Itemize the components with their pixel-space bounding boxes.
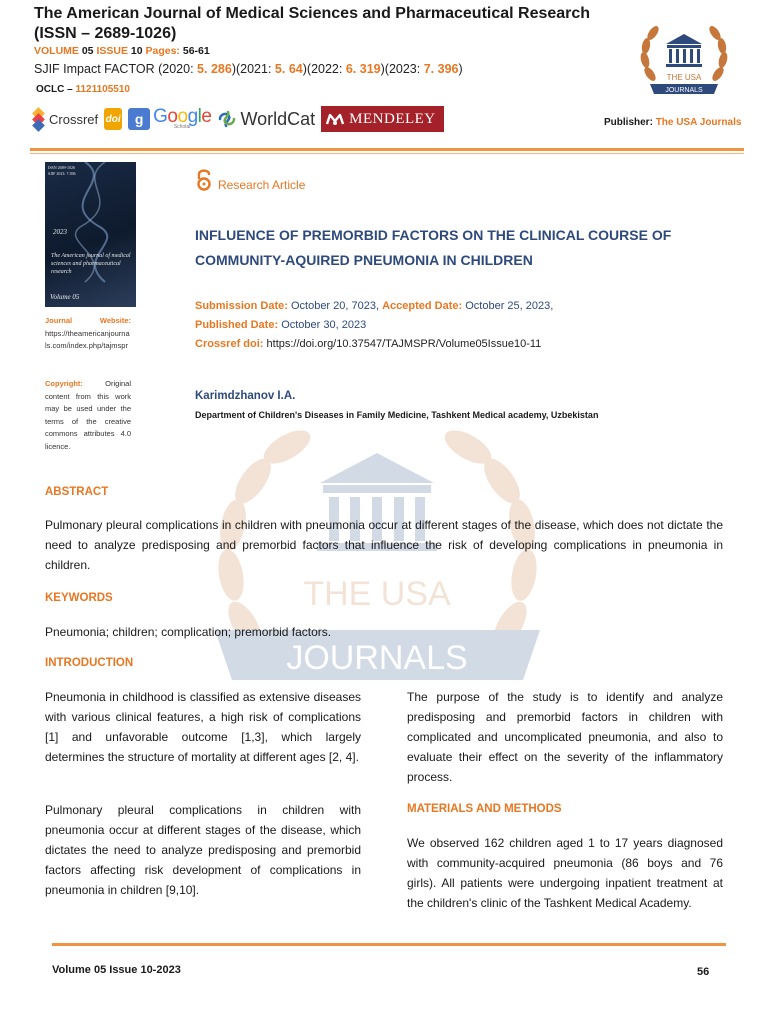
crossref-icon	[32, 109, 46, 129]
worldcat-logo[interactable]	[217, 106, 315, 132]
methods-heading: MATERIALS AND METHODS	[407, 803, 562, 815]
header-divider-thin	[30, 153, 744, 154]
intro-paragraph-2: Pulmonary pleural complications in children with pneumonia occur at different stages of the disease, which dictates the need to analyze predisposing and premorbid factors affecting risk development of complications in pneumonia in children [9,10].	[45, 803, 361, 897]
methods-paragraph: We observed 162 children aged 1 to 17 years diagnosed with community-acquired pneumonia (86 boys and 76 girls). All patients were undergoing inpatient treatment at the children's clinic of the Tashkent Medical Academy.	[407, 836, 723, 910]
website-label: Journal Website:	[45, 316, 131, 325]
intro-paragraph-1: Pneumonia in childhood is classified as extensive diseases with various clinical features, a high risk of complications [1] and unfavorable outcome [1,3], which largely determines the structure of mortality at different ages [2, 4].	[45, 690, 361, 764]
mendeley-icon	[325, 111, 345, 127]
keywords-text: Pneumonia; children; complication; premorbid factors.	[45, 625, 332, 639]
cover-year: 2023	[53, 228, 67, 236]
introduction-heading: INTRODUCTION	[45, 657, 134, 669]
dates-line-2	[195, 318, 366, 332]
abstract-heading: ABSTRACT	[45, 486, 109, 498]
accepted-date: October 25, 2023,	[465, 300, 554, 312]
sjif-2020: (2020: 5. 286)	[158, 62, 236, 76]
sjif-impact-factor	[34, 62, 463, 76]
mendeley-label: MENDELEY	[349, 110, 436, 127]
pages-label: Pages:	[145, 45, 180, 57]
crossref-label: Crossref	[49, 111, 99, 127]
oclc-label: OCLC –	[36, 84, 73, 95]
submission-date: October 20, 7023,	[290, 300, 380, 312]
oclc-number: 1121105510	[75, 84, 130, 95]
logo-the-usa: THE USA	[666, 73, 702, 82]
journal-title: The American Journal of Medical Sciences and Pharmaceutical Research (ISSN – 2689-1026)	[34, 5, 591, 42]
svg-text:THE USA: THE USA	[303, 575, 451, 613]
mendeley-logo[interactable]	[321, 106, 444, 132]
copyright-label: Copyright:	[45, 379, 83, 388]
doi-logo[interactable]: doi	[104, 108, 122, 130]
issue-label: ISSUE	[96, 45, 128, 57]
crossref-logo[interactable]	[32, 106, 98, 132]
open-access-icon	[196, 168, 212, 192]
doi-link[interactable]: https://doi.org/10.37547/TAJMSPR/Volume05Issue10-11	[266, 338, 542, 350]
copyright-text: Original content from this work may be used under the terms of the creative commons attributes 4.0 licence.	[45, 379, 131, 451]
volume-number: 05	[81, 45, 94, 57]
sjif-2023: (2023: 7. 396)	[384, 62, 463, 76]
svg-text:JOURNALS: JOURNALS	[286, 639, 468, 677]
google-g-icon: g	[128, 108, 150, 130]
publisher-line	[604, 117, 741, 128]
cover-volume: Volume 05	[50, 293, 80, 301]
article-title: INFLUENCE OF PREMORBID FACTORS ON THE CLINICAL COURSE OF COMMUNITY-AQUIRED PNEUMONIA IN CHILDREN	[195, 227, 672, 268]
google-scholar-logo[interactable]	[128, 106, 211, 132]
worldcat-label: WorldCat	[240, 108, 316, 129]
author-name: Karimdzhanov I.A.	[195, 390, 296, 402]
worldcat-icon	[217, 109, 237, 129]
logo-journals: JOURNALS	[665, 87, 703, 94]
google-label: Google	[153, 105, 212, 127]
journal-website	[45, 315, 131, 353]
indexing-logos	[32, 104, 444, 134]
sjif-2022: (2022: 6. 319)	[306, 62, 385, 76]
submission-label: Submission Date:	[195, 300, 288, 312]
cover-title: The American journal of medical sciences and pharmaceutical research	[51, 253, 131, 275]
doi-line	[195, 337, 541, 351]
issue-number: 10	[130, 45, 143, 57]
publisher-label: Publisher:	[604, 117, 653, 128]
pages-range: 56-61	[182, 45, 210, 57]
sjif-label: SJIF Impact FACTOR	[34, 62, 155, 76]
doi-label: Crossref doi:	[195, 338, 264, 350]
published-date: October 30, 2023	[281, 319, 367, 331]
published-label: Published Date:	[195, 319, 279, 331]
website-url[interactable]: https://theamericanjournals.com/index.php/tajmspr	[45, 328, 130, 350]
oclc-line	[36, 84, 130, 95]
page-number: 56	[697, 966, 710, 978]
scholar-label: Scholar	[173, 123, 191, 130]
footer-volume: Volume 05 Issue 10-2023	[52, 964, 181, 976]
accepted-label: Accepted Date:	[382, 300, 463, 312]
purpose-paragraph: The purpose of the study is to identify and analyze predisposing and premorbid factors in children with complicated and uncomplicated pneumonia, and also to evaluate their effect on the severity of the inflammatory process.	[407, 690, 723, 784]
copyright-note	[45, 378, 131, 453]
footer-divider	[52, 943, 726, 946]
abstract-text: Pulmonary pleural complications in children with pneumonia occur at different stages of the disease, which does not dictate the need to analyze predisposing and premorbid factors that influence the risk of developing complications in pneumonia in children.	[45, 518, 723, 572]
dates-line-1	[195, 299, 553, 313]
sjif-2021: (2021: 5. 64)	[235, 62, 307, 76]
volume-label: VOLUME	[34, 45, 79, 57]
article-type: Research Article	[218, 178, 306, 192]
usa-journals-logo	[636, 14, 732, 104]
cover-issn: ISSN 2689-1026	[48, 165, 76, 170]
header-divider	[30, 148, 744, 151]
volume-issue-pages	[34, 45, 210, 57]
cover-sjif: SJIF 2023: 7.396	[48, 171, 76, 176]
keywords-heading: KEYWORDS	[45, 592, 113, 604]
journal-cover	[45, 162, 136, 307]
author-affiliation: Department of Children's Diseases in Family Medicine, Tashkent Medical academy, Uzbekistan	[195, 410, 599, 420]
publisher-name[interactable]: The USA Journals	[655, 117, 742, 128]
usa-journals-watermark	[205, 425, 550, 725]
